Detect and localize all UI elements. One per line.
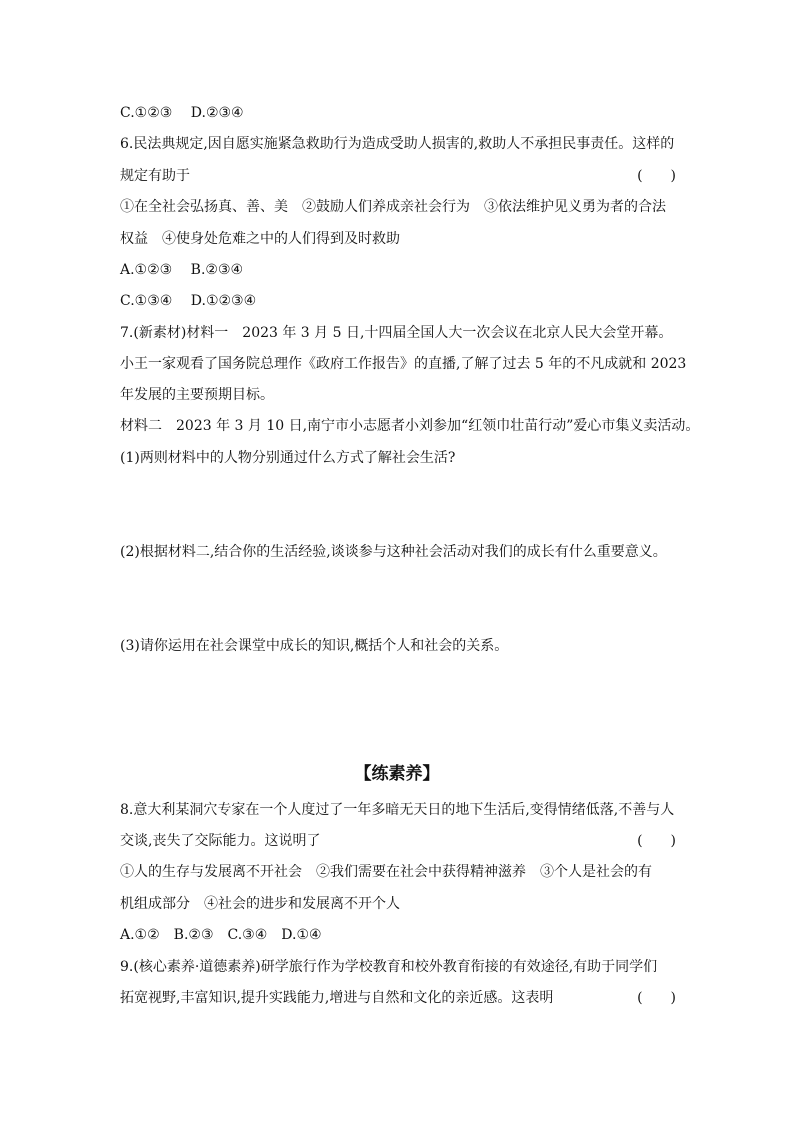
- section-title: 【练素养】: [354, 764, 440, 784]
- q7-sub3: (3)请你运用在社会课堂中成长的知识,概括个人和社会的关系。: [120, 638, 509, 654]
- q8-choices-line1: ①人的生存与发展离不开社会 ②我们需要在社会中获得精神滋养 ③个人是社会的有: [120, 864, 652, 880]
- q6-choices-line1: ①在全社会弘扬真、善、美 ②鼓励人们养成亲社会行为 ③依法维护见义勇为者的合法: [120, 199, 666, 215]
- q7-line1: 7.(新素材)材料一 2023 年 3 月 5 日,十四届全国人大一次会议在北京人民大会堂开幕。: [120, 325, 673, 341]
- q8-stem-line2: [120, 832, 676, 850]
- q7-sub1: (1)两则材料中的人物分别通过什么方式了解社会生活?: [120, 450, 456, 466]
- q6-answer-paren: ( ): [637, 168, 676, 184]
- q8-stem-line1: 8.意大利某洞穴专家在一个人度过了一年多暗无天日的地下生活后,变得情绪低落,不善与人: [120, 802, 675, 818]
- q7-line3: 年发展的主要预期目标。: [120, 387, 274, 403]
- q6-options-ab: A.①②③ B.②③④: [120, 262, 244, 278]
- q8-options: A.①② B.②③ C.③④ D.①④: [120, 927, 322, 943]
- q5-options-cd: C.①②③ D.②③④: [120, 105, 244, 121]
- q8-stem-line2-text: 交谈,丧失了交际能力。这说明了: [120, 833, 321, 849]
- q9-answer-paren: ( ): [637, 990, 676, 1006]
- q9-stem-line2-text: 拓宽视野,丰富知识,提升实践能力,增进与自然和文化的亲近感。这表明: [120, 990, 554, 1006]
- q9-stem-line2: [120, 989, 676, 1007]
- q6-stem-line1: 6.民法典规定,因自愿实施紧急救助行为造成受助人损害的,救助人不承担民事责任。这样的: [120, 136, 675, 152]
- q7-line4: 材料二 2023 年 3 月 10 日,南宁市小志愿者小刘参加“红领巾壮苗行动”爱心市集义卖活动。: [120, 418, 700, 434]
- q6-stem-line2-text: 规定有助于: [120, 168, 190, 184]
- q7-line2: 小王一家观看了国务院总理作《政府工作报告》的直播,了解了过去 5 年的不凡成就和 2023: [120, 356, 687, 372]
- q9-stem-line1: 9.(核心素养·道德素养)研学旅行作为学校教育和校外教育衔接的有效途径,有助于同学们: [120, 959, 658, 975]
- q7-sub2: (2)根据材料二,结合你的生活经验,谈谈参与这种社会活动对我们的成长有什么重要意义。: [120, 544, 667, 560]
- q8-choices-line2: 机组成部分 ④社会的进步和发展离不开个人: [120, 896, 400, 912]
- q8-answer-paren: ( ): [637, 833, 676, 849]
- q6-options-cd: C.①③④ D.①②③④: [120, 293, 257, 309]
- q6-stem-line2: [120, 167, 676, 185]
- q6-choices-line2: 权益 ④使身处危难之中的人们得到及时救助: [120, 231, 400, 247]
